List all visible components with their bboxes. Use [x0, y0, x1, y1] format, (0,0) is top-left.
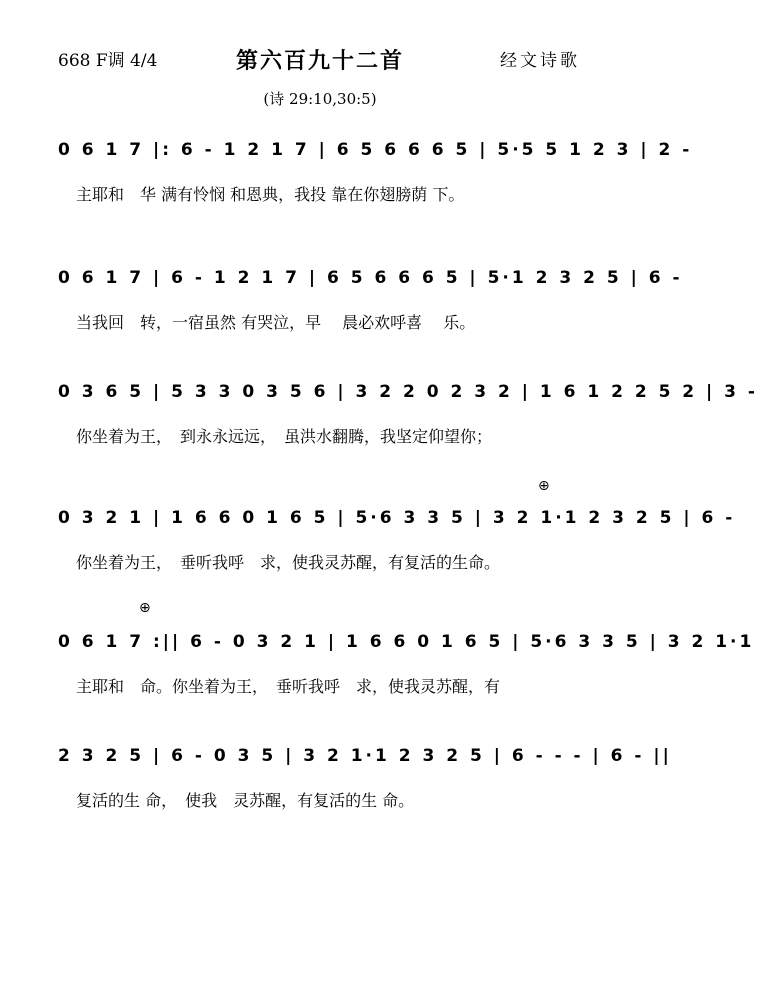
- header: [0, 46, 640, 76]
- score-system-2: [58, 268, 683, 333]
- page-key: 668 F调 4/4: [58, 51, 158, 71]
- notation-line: [58, 746, 672, 780]
- notation-text: 0 3 6 5 | 5 3 3 0 3 5 6 | 3 2 2 0 2 3 2 | 1 6 1 2 2 5 2 | 3 -: [58, 382, 758, 402]
- notation-text: 0 6 1 7 :|| 6 - 0 3 2 1 | 1 6 6 0 1 6 5 | 5·6 3 3 5 | 3 2 1·1: [58, 632, 755, 652]
- notation-text: 0 3 2 1 | 1 6 6 0 1 6 5 | 5·6 3 3 5 | 3 2 1·1 2 3 2 5 | 6 -: [58, 508, 736, 528]
- notation-line: [58, 632, 755, 666]
- lyrics-line: 主耶和 华 满有怜悯 和恩典，我投 靠在你翅膀荫 下。: [76, 185, 465, 204]
- notation-line: [58, 140, 693, 174]
- score-system-4: [58, 508, 736, 573]
- hymn-title: 第六百九十二首: [235, 48, 404, 74]
- score-system-3: [58, 382, 758, 447]
- score-system-1: [58, 140, 693, 205]
- lyrics-line: 当我回 转，一宿虽然 有哭泣，早 晨必欢呼喜 乐。: [76, 313, 476, 332]
- score-system-5: [58, 632, 755, 697]
- notation-line: [58, 268, 683, 302]
- notation-text: 0 6 1 7 | 6 - 1 2 1 7 | 6 5 6 6 6 5 | 5·1 2 3 2 5 | 6 -: [58, 268, 683, 288]
- lyrics-line: 主耶和 命。你坐着为王， 垂听我呼 求，使我灵苏醒，有: [76, 677, 501, 696]
- lyrics-line: 你坐着为王， 垂听我呼 求，使我灵苏醒，有复活的生命。: [76, 553, 501, 572]
- lyrics-line: 复活的生 命， 使我 灵苏醒，有复活的生 命。: [76, 791, 415, 810]
- notation-text: 2 3 2 5 | 6 - 0 3 5 | 3 2 1·1 2 3 2 5 | 6 - - - | 6 - ||: [58, 746, 672, 766]
- coda-sign: ⊕: [538, 478, 550, 494]
- notation-line: [58, 508, 736, 542]
- notation-text: 0 6 1 7 |: 6 - 1 2 1 7 | 6 5 6 6 6 5 | 5·5 5 1 2 3 | 2 -: [58, 140, 693, 160]
- score-system-6: [58, 746, 672, 811]
- notation-line: [58, 382, 758, 416]
- coda-sign: ⊕: [139, 600, 151, 616]
- lyrics-line: 你坐着为王， 到永永远远， 虽洪水翻腾，我坚定仰望你；: [76, 427, 493, 446]
- scripture-reference: (诗 29:10,30:5): [263, 90, 377, 108]
- hymn-style: 经文诗歌: [500, 51, 580, 71]
